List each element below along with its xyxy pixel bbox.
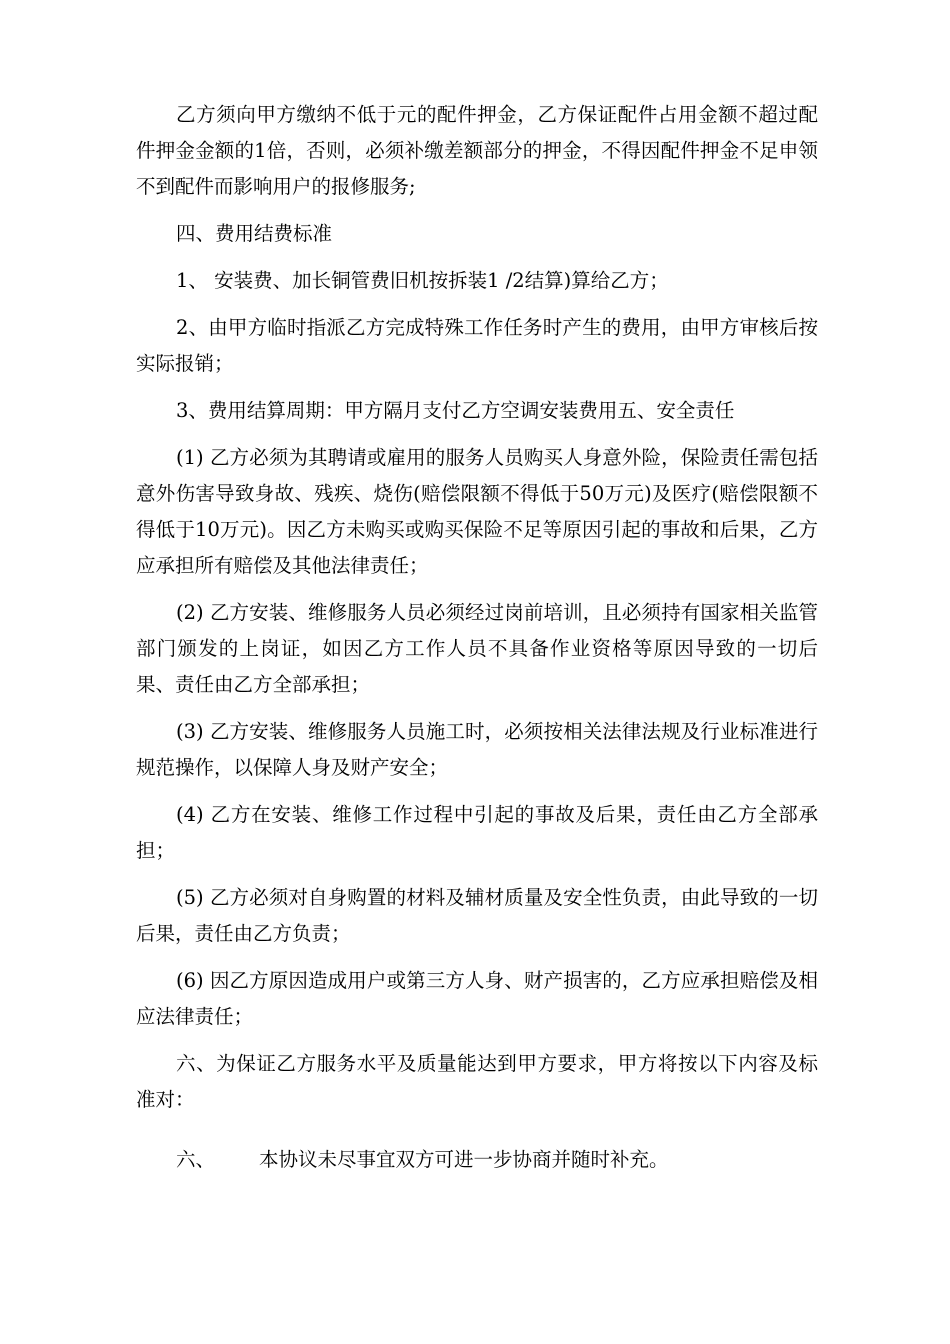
paragraph-fee-3: 3、费用结算周期：甲方隔月支付乙方空调安装费用五、安全责任: [176, 399, 735, 422]
paragraph-fee-1: 1、 安装费、加长铜管费旧机按拆装1 /2结算)算给乙方；: [176, 269, 669, 292]
paragraph-deposit: 乙方须向甲方缴纳不低于元的配件押金，乙方保证配件占用金额不超过配件押金金额的1倍，否则，必须补缴差额部分的押金，不得因配件押金不足申领不到配件而影响用户的报修服务;: [136, 103, 818, 198]
paragraph-safety-5: (5) 乙方必须对自身购置的材料及辅材质量及安全性负责，由此导致的一切后果，责任由乙方负责；: [136, 886, 818, 945]
paragraph-fee-2: 2、由甲方临时指派乙方完成特殊工作任务时产生的费用，由甲方审核后按实际报销；: [136, 316, 818, 375]
document-body: [136, 97, 818, 1198]
paragraph-final: [136, 1142, 818, 1178]
paragraph-safety-1: (1) 乙方必须为其聘请或雇用的服务人员购买人身意外险，保险责任需包括意外伤害导致身故、残疾、烧伤(赔偿限额不得低于50万元)及医疗(赔偿限额不得低于10万元)。因乙方未购买或购买保险不足等原因引起的事故和后果，乙方应承担所有赔偿及其他法律责任；: [136, 446, 818, 577]
paragraph-safety-4: (4) 乙方在安装、维修工作过程中引起的事故及后果，责任由乙方全部承担；: [136, 803, 818, 862]
final-number: 六、: [176, 1148, 216, 1171]
paragraph-safety-6: (6) 因乙方原因造成用户或第三方人身、财产损害的，乙方应承担赔偿及相应法律责任；: [136, 969, 818, 1028]
paragraph-service-standard: 六、为保证乙方服务水平及质量能达到甲方要求，甲方将按以下内容及标准对：: [136, 1052, 818, 1111]
paragraph-safety-3: (3) 乙方安装、维修服务人员施工时，必须按相关法律法规及行业标准进行规范操作，以保障人身及财产安全；: [136, 720, 818, 779]
heading-fee-standard: 四、费用结费标准: [176, 222, 333, 245]
paragraph-safety-2: (2) 乙方安装、维修服务人员必须经过岗前培训，且必须持有国家相关监管部门颁发的上岗证，如因乙方工作人员不具备作业资格等原因导致的一切后果、责任由乙方全部承担；: [136, 601, 818, 696]
final-text: 本协议未尽事宜双方可进一步协商并随时补充。: [259, 1148, 669, 1171]
